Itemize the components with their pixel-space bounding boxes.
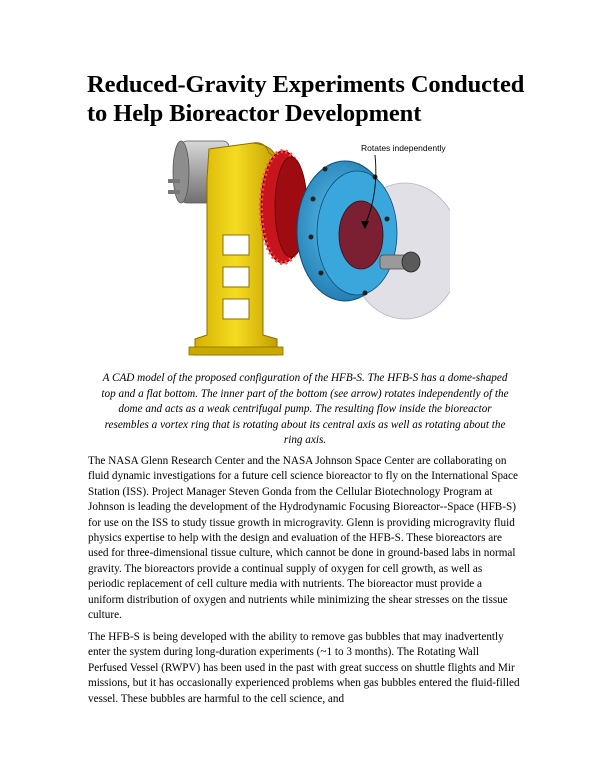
page-title: Reduced-Gravity Experiments Conducted to Help Bioreactor Development [87,71,525,127]
bioreactor-cad-figure [165,133,450,365]
callout-text: Rotates independently [361,143,446,153]
figure-caption: A CAD model of the proposed configuration of the HFB-S. The HFB-S has a dome-shaped top and a flat bottom. The inner part of the bottom (see arrow) rotates independently of the dome and acts as a weak centrifugal pump. The resulting flow inside the bioreactor resembles a vortex ring that is rotating about its central axis as well as rotating about the ring axis. [101,372,509,447]
svg-text:Rotates independently [361,143,446,153]
body-paragraph-1: The NASA Glenn Research Center and the NASA Johnson Space Center are collaborating on fluid dynamic investigations for a future cell science bioreactor to fly on the International Space Station (ISS). Project Manager Steven Gonda from the Cellular Biotechnology Program at Johnson is leading the development of the Hydrodynamic Focusing Bioreactor--Space (HFB-S) for use on the ISS to study tissue growth in microgravity. Glenn is providing microgravity fluid physics expertise to help with the design and evaluation of the HFB-S. These bioreactors are used for three-dimensional tissue culture, which cannot be done in ground-based labs in normal gravity. The bioreactors provide a continual supply of oxygen for cell growth, as well as periodic replacement of cell culture media with nutrients. The bioreactor must provide a uniform distribution of oxygen and nutrients while minimizing the shear stresses on the tissue culture. [88,455,518,622]
body-paragraph-2: The HFB-S is being developed with the ability to remove gas bubbles that may inadvertently enter the system during long-duration experiments (~1 to 3 months). The Rotating Wall Perfused Vessel (RWPV) has been used in the past with great success on shuttle flights and Mir missions, but it has occasionally experienced problems when gas bubbles entered the fluid-filled vessel. These bubbles are harmful to the cell science, and [88,631,520,705]
bioreactor-vessel [297,161,450,319]
